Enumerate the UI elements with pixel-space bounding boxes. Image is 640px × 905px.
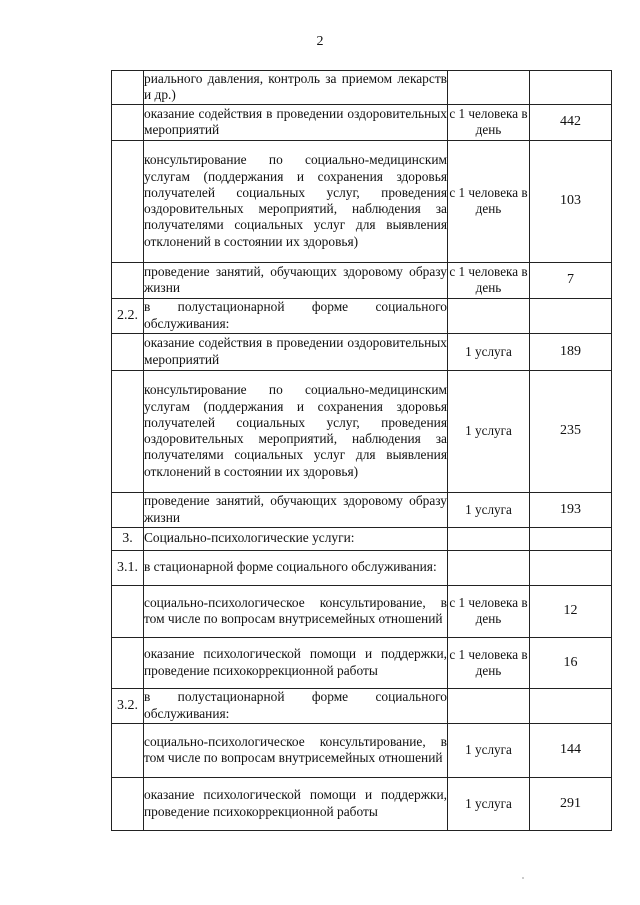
row-number: 3.1. [112, 550, 144, 585]
row-number [112, 71, 144, 105]
table-row [112, 777, 612, 830]
row-description: риального давления, контроль за приемом лекарств и др.) [144, 71, 447, 103]
table-row [112, 723, 612, 777]
table-row [112, 333, 612, 370]
row-description: в полустационарной форме социального обслуживания: [144, 298, 448, 333]
row-description: в полустационарной форме социального обслуживания: [144, 688, 448, 723]
row-unit: 1 услуга [448, 492, 530, 527]
row-description: социально-психологическое консультирование, в том числе по вопросам внутрисемейных отношений [144, 723, 448, 777]
row-unit: 1 услуга [448, 723, 530, 777]
row-quantity: 103 [530, 140, 612, 262]
row-unit: 1 услуга [448, 333, 530, 370]
row-unit: 1 услуга [448, 370, 530, 492]
row-number [112, 637, 144, 688]
page-number: 2 [316, 34, 324, 49]
row-number [112, 723, 144, 777]
row-unit [448, 71, 530, 105]
services-table [111, 70, 612, 831]
table-row [112, 688, 612, 723]
row-description: оказание содействия в проведении оздоровительных мероприятий [144, 104, 448, 140]
table-row [112, 585, 612, 637]
row-quantity [530, 71, 612, 105]
row-description: Социально-психологические услуги: [144, 527, 448, 550]
row-description: проведение занятий, обучающих здоровому образу жизни [144, 262, 448, 298]
table-row [112, 71, 612, 105]
row-number [112, 104, 144, 140]
row-number: 2.2. [112, 298, 144, 333]
row-quantity [530, 298, 612, 333]
row-description: консультирование по социально-медицинским услугам (поддержания и сохранения здоровья получателей социальных услуг, проведения оздоровительных мероприятий, наблюдения за получателями социальных услуг для выявления отклонений в состоянии их здоровья) [144, 370, 448, 492]
row-quantity: 193 [530, 492, 612, 527]
row-unit: с 1 человека в день [448, 140, 530, 262]
row-description: социально-психологическое консультирование, в том числе по вопросам внутрисемейных отношений [144, 585, 448, 637]
row-description: оказание содействия в проведении оздоровительных мероприятий [144, 333, 448, 370]
row-quantity: 291 [530, 777, 612, 830]
row-quantity: 12 [530, 585, 612, 637]
row-unit [448, 527, 530, 550]
row-number [112, 262, 144, 298]
table-row [112, 370, 612, 492]
row-quantity: 442 [530, 104, 612, 140]
row-quantity [530, 527, 612, 550]
row-quantity [530, 550, 612, 585]
row-quantity: 7 [530, 262, 612, 298]
row-unit: с 1 человека в день [448, 637, 530, 688]
row-unit [448, 688, 530, 723]
scan-speck [522, 877, 524, 879]
row-unit [448, 298, 530, 333]
row-number [112, 333, 144, 370]
row-number [112, 370, 144, 492]
row-quantity: 235 [530, 370, 612, 492]
row-description: проведение занятий, обучающих здоровому образу жизни [144, 492, 448, 527]
row-number: 3. [112, 527, 144, 550]
row-number: 3.2. [112, 688, 144, 723]
table-row [112, 262, 612, 298]
row-description: в стационарной форме социального обслуживания: [144, 550, 448, 585]
table-row [112, 140, 612, 262]
table-row [112, 492, 612, 527]
row-number [112, 777, 144, 830]
table-row [112, 550, 612, 585]
row-quantity [530, 688, 612, 723]
row-number [112, 585, 144, 637]
row-description: консультирование по социально-медицинским услугам (поддержания и сохранения здоровья получателей социальных услуг, проведения оздоровительных мероприятий, наблюдения за получателями социальных услуг для выявления отклонений в состоянии их здоровья) [144, 140, 448, 262]
row-unit: с 1 человека в день [448, 262, 530, 298]
table-row [112, 527, 612, 550]
row-quantity: 16 [530, 637, 612, 688]
row-number [112, 140, 144, 262]
row-quantity: 189 [530, 333, 612, 370]
row-number [112, 492, 144, 527]
row-description: оказание психологической помощи и поддержки, проведение психокоррекционной работы [144, 777, 448, 830]
row-unit: 1 услуга [448, 777, 530, 830]
row-description: оказание психологической помощи и поддержки, проведение психокоррекционной работы [144, 637, 448, 688]
table-row [112, 104, 612, 140]
row-unit: с 1 человека в день [448, 104, 530, 140]
row-unit: с 1 человека в день [448, 585, 530, 637]
row-unit [448, 550, 530, 585]
table-row [112, 637, 612, 688]
row-quantity: 144 [530, 723, 612, 777]
table-row [112, 298, 612, 333]
